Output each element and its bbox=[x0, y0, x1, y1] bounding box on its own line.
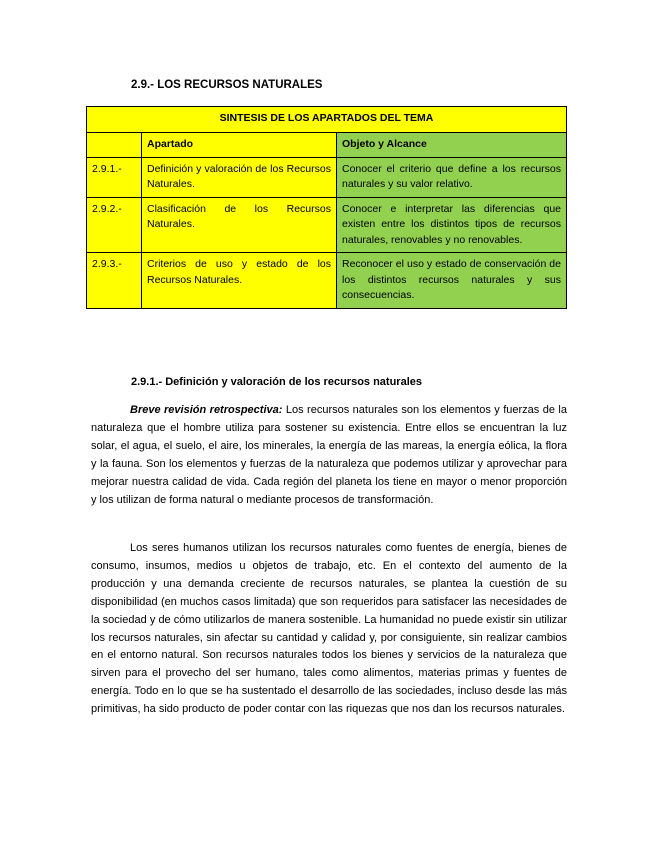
header-num-cell bbox=[87, 133, 142, 158]
row-number: 2.9.3.- bbox=[87, 253, 142, 309]
header-objeto: Objeto y Alcance bbox=[337, 133, 567, 158]
table-title: SINTESIS DE LOS APARTADOS DEL TEMA bbox=[87, 107, 567, 133]
table-title-row bbox=[87, 107, 567, 133]
table-row bbox=[87, 253, 567, 309]
summary-table bbox=[86, 106, 567, 309]
section-title: 2.9.- LOS RECURSOS NATURALES bbox=[131, 79, 323, 91]
row-number: 2.9.1.- bbox=[87, 157, 142, 197]
row-objeto: Conocer el criterio que define a los recursos naturales y su valor relativo. bbox=[337, 157, 567, 197]
paragraph-lead: Breve revisión retrospectiva: bbox=[130, 404, 283, 416]
row-number: 2.9.2.- bbox=[87, 197, 142, 253]
row-apartado: Criterios de uso y estado de los Recursos Naturales. bbox=[142, 253, 337, 309]
paragraph-1-text: Los recursos naturales son los elementos y fuerzas de la naturaleza que el hombre utiliza para sostener su existencia. Entre ellos se encuentran la luz solar, el agua, el suelo, el aire, los minerales, la energía de las mareas, la energía eólica, la flora y la fauna. Son los elementos y fuerzas de la naturaleza que podemos utilizar y aprovechar para mejorar nuestra calidad de vida. Cada región del planeta los tiene en mayor o menor proporción y los utilizan de forma natural o mediante procesos de transformación. bbox=[91, 404, 567, 506]
subsection-title: 2.9.1.- Definición y valoración de los recursos naturales bbox=[131, 376, 422, 388]
row-apartado: Clasificación de los Recursos Naturales. bbox=[142, 197, 337, 253]
row-objeto: Conocer e interpretar las diferencias que existen entre los distintos tipos de recursos naturales, renovables y no renovables. bbox=[337, 197, 567, 253]
header-apartado: Apartado bbox=[142, 133, 337, 158]
paragraph-1 bbox=[91, 402, 567, 509]
row-objeto: Reconocer el uso y estado de conservación de los distintos recursos naturales y sus consecuencias. bbox=[337, 253, 567, 309]
table-row bbox=[87, 197, 567, 253]
table-header-row bbox=[87, 133, 567, 158]
table-row bbox=[87, 157, 567, 197]
row-apartado: Definición y valoración de los Recursos Naturales. bbox=[142, 157, 337, 197]
paragraph-2: Los seres humanos utilizan los recursos naturales como fuentes de energía, bienes de consumo, insumos, medios u objetos de trabajo, etc. En el contexto del aumento de la producción y una demanda creciente de recursos naturales, se plantea la cuestión de su disponibilidad (en muchos casos limitada) que son requeridos para satisfacer las necesidades de la sociedad y de cómo utilizarlos de manera sostenible. La humanidad no puede existir sin utilizar los recursos naturales, sin afectar su cantidad y calidad y, por consiguiente, sin realizar cambios en el entorno natural. Son recursos naturales todos los bienes y servicios de la naturaleza que sirven para el provecho del ser humano, tales como alimentos, materias primas y fuentes de energía. Todo en lo que se ha sustentado el desarrollo de las sociedades, incluso desde las más primitivas, ha sido producto de poder contar con las riquezas que nos dan los recursos naturales. bbox=[91, 542, 567, 716]
